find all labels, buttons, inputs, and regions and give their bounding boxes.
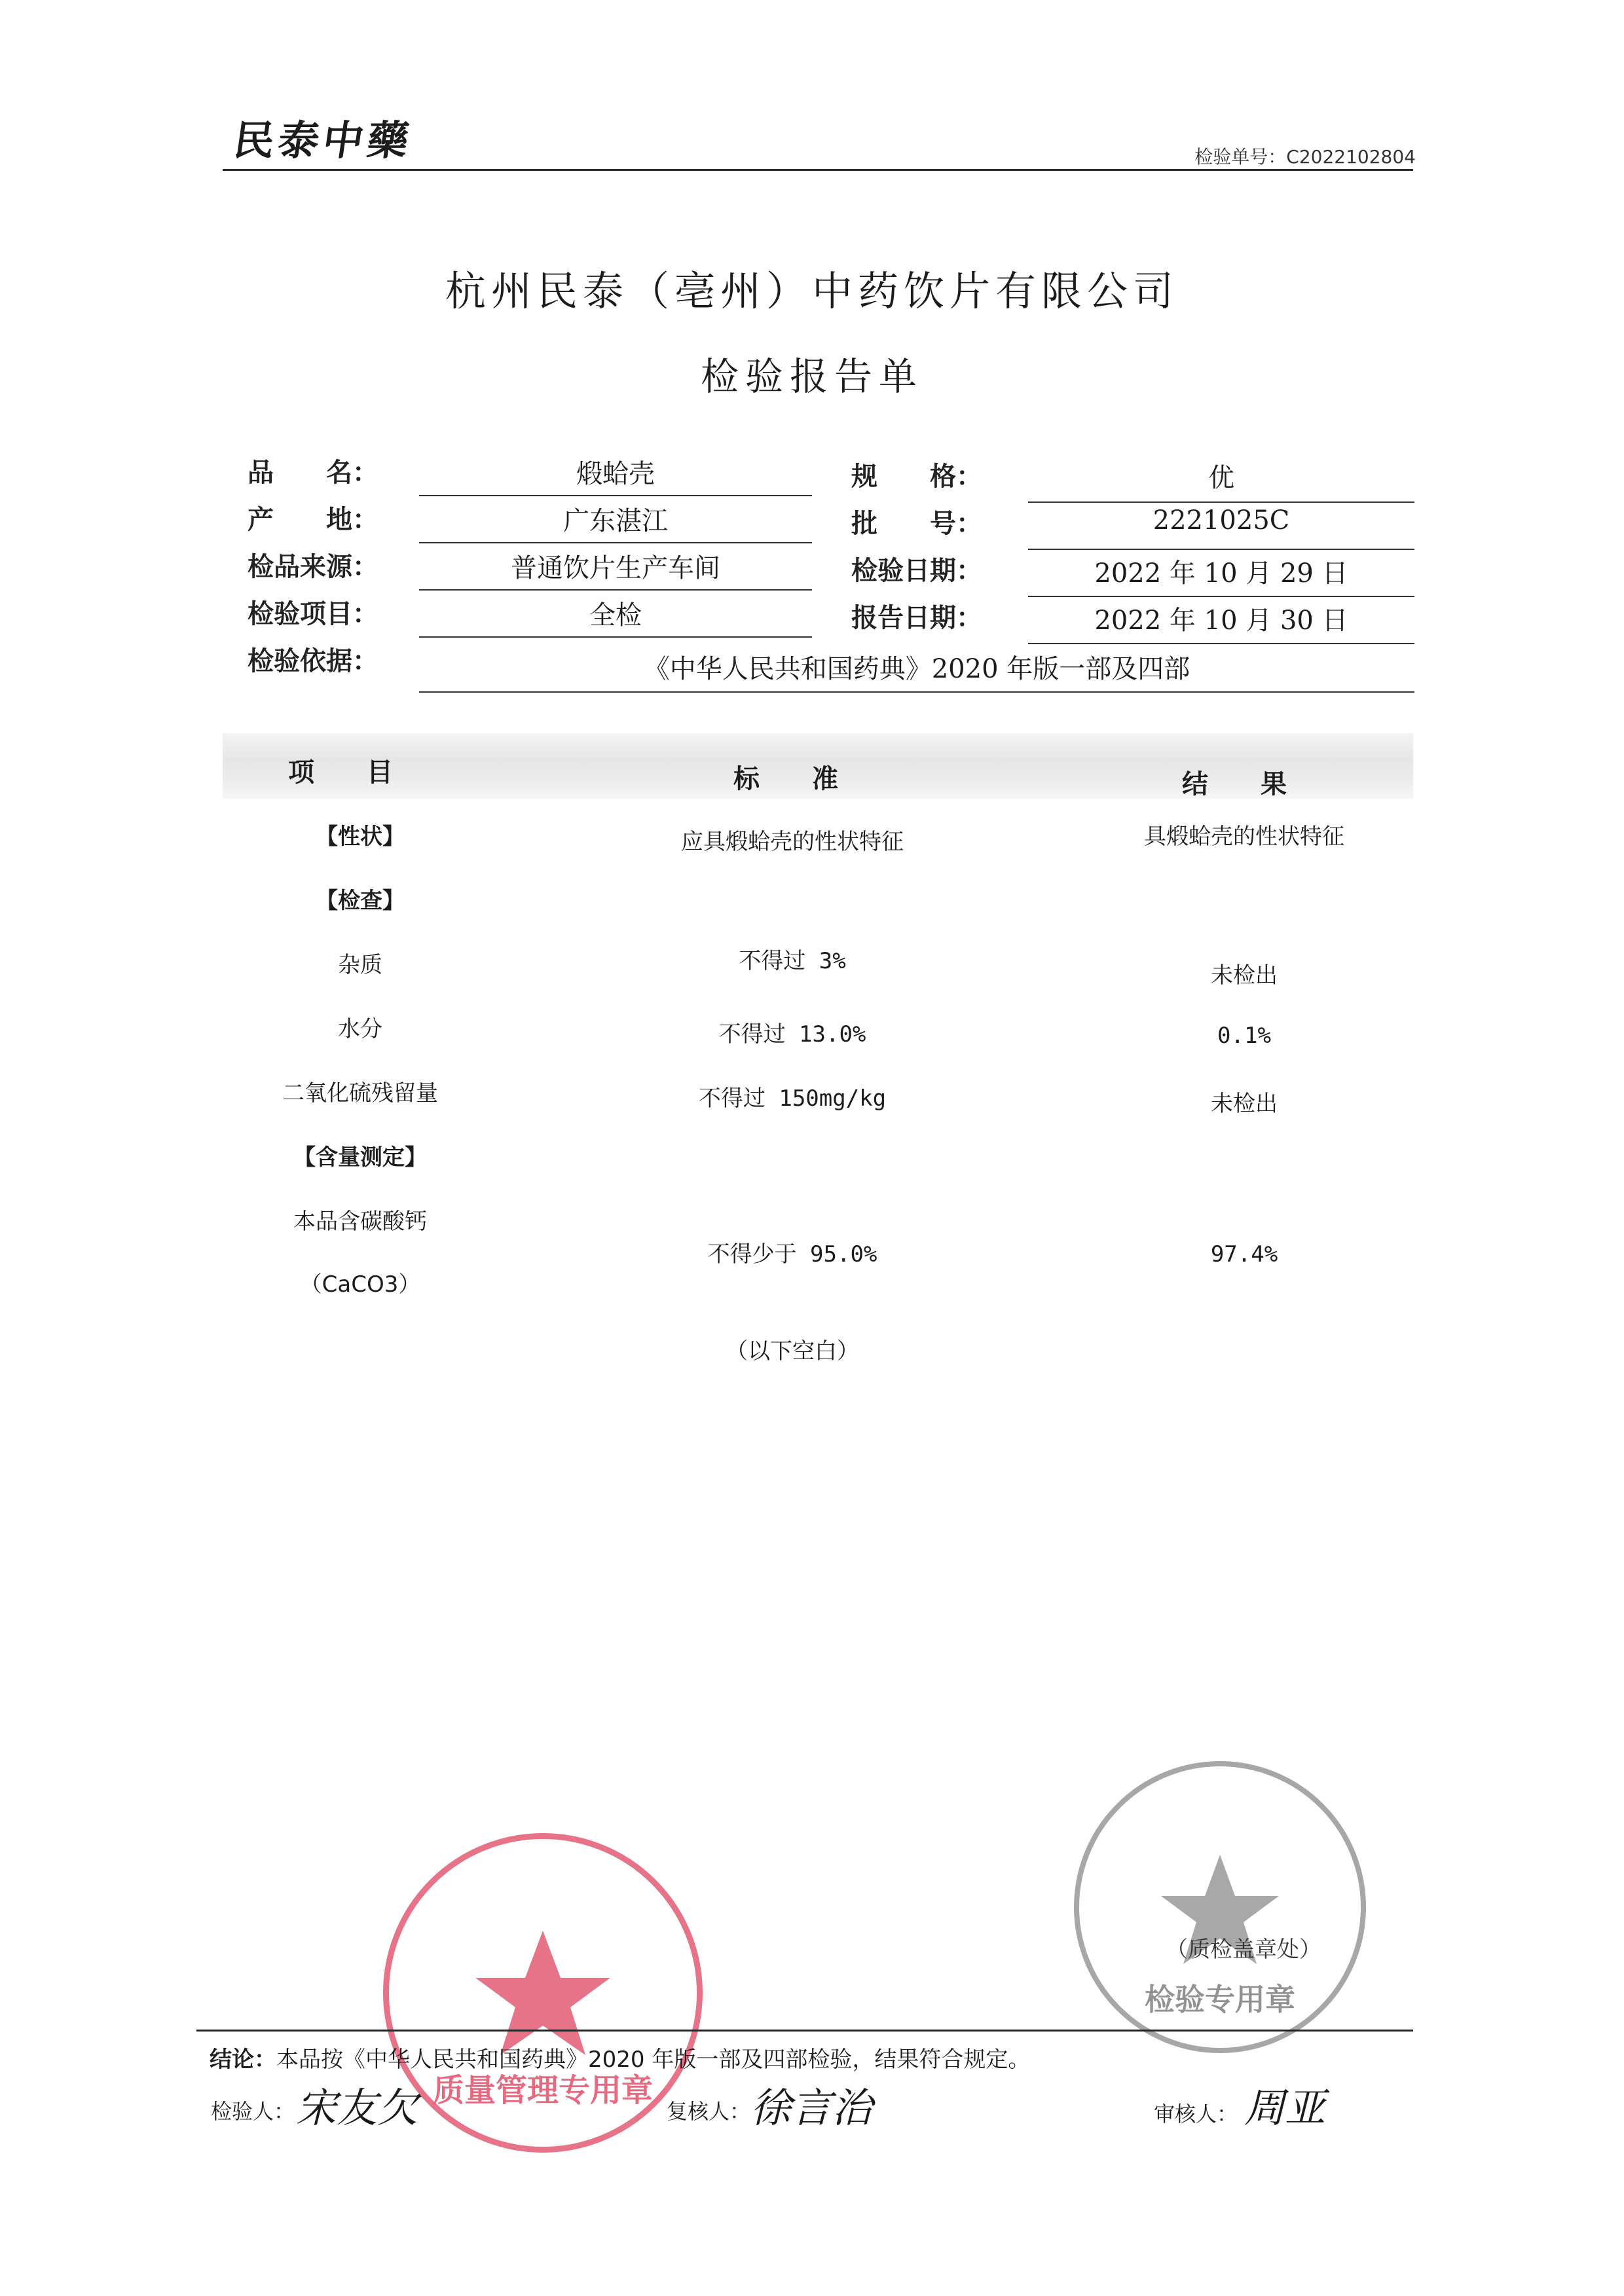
sample-source-value: 普通饮片生产车间 [511,553,720,583]
column-header-item: 项 目 [288,757,406,788]
test-basis-label: 检验依据： [248,646,378,676]
column-header-standard: 标 准 [733,764,851,794]
origin-value: 广东湛江 [563,506,668,536]
row-appearance-item: 【性状】 [316,824,405,850]
row-impurity-item: 杂质 [338,952,382,978]
row-moisture-result: 0.1% [1217,1023,1271,1049]
test-basis-underline [419,691,1414,693]
conclusion-text: 本品按《中华人民共和国药典》2020 年版一部及四部检验，结果符合规定。 [276,2047,1031,2073]
batch-value: 2221025C [1153,505,1290,536]
report-date-value: 2022 年 10 月 30 日 [1094,606,1348,636]
row-caco3-standard: 不得少于 95.0% [707,1241,877,1267]
product-name-label: 品 名： [248,458,378,488]
row-so2-standard: 不得过 150mg/kg [698,1085,887,1112]
report-date-underline [1028,643,1414,644]
row-caco3-result: 97.4% [1210,1241,1278,1267]
document-number-value: C2022102804 [1286,146,1416,168]
approver-label: 审核人： [1154,2102,1238,2126]
company-title: 杭州民泰（亳州）中药饮片有限公司 [445,267,1179,315]
row-so2-item: 二氧化硫残留量 [282,1080,438,1106]
batch-label: 批 号： [851,509,982,539]
product-name-underline [419,495,812,496]
test-item-underline [419,636,812,638]
sample-source-label: 检品来源： [248,552,378,582]
sample-source-underline [419,589,812,591]
reviewer-label: 复核人： [667,2099,751,2124]
test-date-underline [1028,596,1414,597]
spec-label: 规 格： [851,462,982,492]
test-item-value: 全检 [589,600,642,630]
conclusion [210,2041,1030,2073]
inspection-stamp-text: 检验专用章 [1145,1982,1295,2017]
stamp-note: （质检盖章处） [1166,1937,1321,1963]
batch-underline [1028,549,1414,550]
row-appearance-standard: 应具煅蛤壳的性状特征 [681,829,904,855]
test-item-label: 检验项目： [248,599,378,629]
spec-underline [1028,501,1414,503]
report-title: 检验报告单 [700,354,923,399]
spec-value: 优 [1208,463,1234,493]
origin-underline [419,542,812,543]
test-basis-value: 《中华人民共和国药典》2020 年版一部及四部 [643,654,1190,684]
test-date-label: 检验日期： [851,556,982,586]
row-moisture-standard: 不得过 13.0% [718,1021,866,1048]
origin-label: 产 地： [248,505,378,535]
quality-stamp-text: 质量管理专用章 [432,2072,653,2109]
conclusion-label: 结论： [210,2047,276,2073]
report-date-label: 报告日期： [851,603,982,633]
document-number [1194,143,1416,169]
conclusion-rule [196,2030,1413,2032]
row-inspection-heading: 【检查】 [316,888,405,914]
document-number-label: 检验单号： [1194,146,1287,168]
header-rule [223,169,1413,171]
row-appearance-result: 具煅蛤壳的性状特征 [1144,824,1344,850]
row-assay-heading: 【含量测定】 [293,1144,427,1171]
row-impurity-result: 未检出 [1211,962,1278,989]
column-header-result: 结 果 [1182,769,1300,799]
product-name-value: 煅蛤壳 [576,459,655,489]
row-moisture-item: 水分 [338,1016,382,1042]
quality-stamp [383,1833,703,2153]
row-caco3-item: 本品含碳酸钙 [293,1209,427,1235]
row-so2-result: 未检出 [1211,1091,1278,1117]
approver-signature: 周亚 [1244,2084,1326,2132]
test-date-value: 2022 年 10 月 29 日 [1094,558,1348,589]
row-caco3-formula: （CaCO3） [299,1271,421,1298]
inspector-signature: 宋友欠 [296,2084,418,2132]
company-logo: 民泰中藥 [231,117,416,164]
inspection-stamp [1074,1761,1366,2053]
row-impurity-standard: 不得过 3% [739,948,846,974]
table-footnote: （以下空白） [726,1338,859,1364]
reviewer-signature: 徐言治 [750,2084,873,2132]
inspector-label: 检验人： [211,2099,295,2124]
